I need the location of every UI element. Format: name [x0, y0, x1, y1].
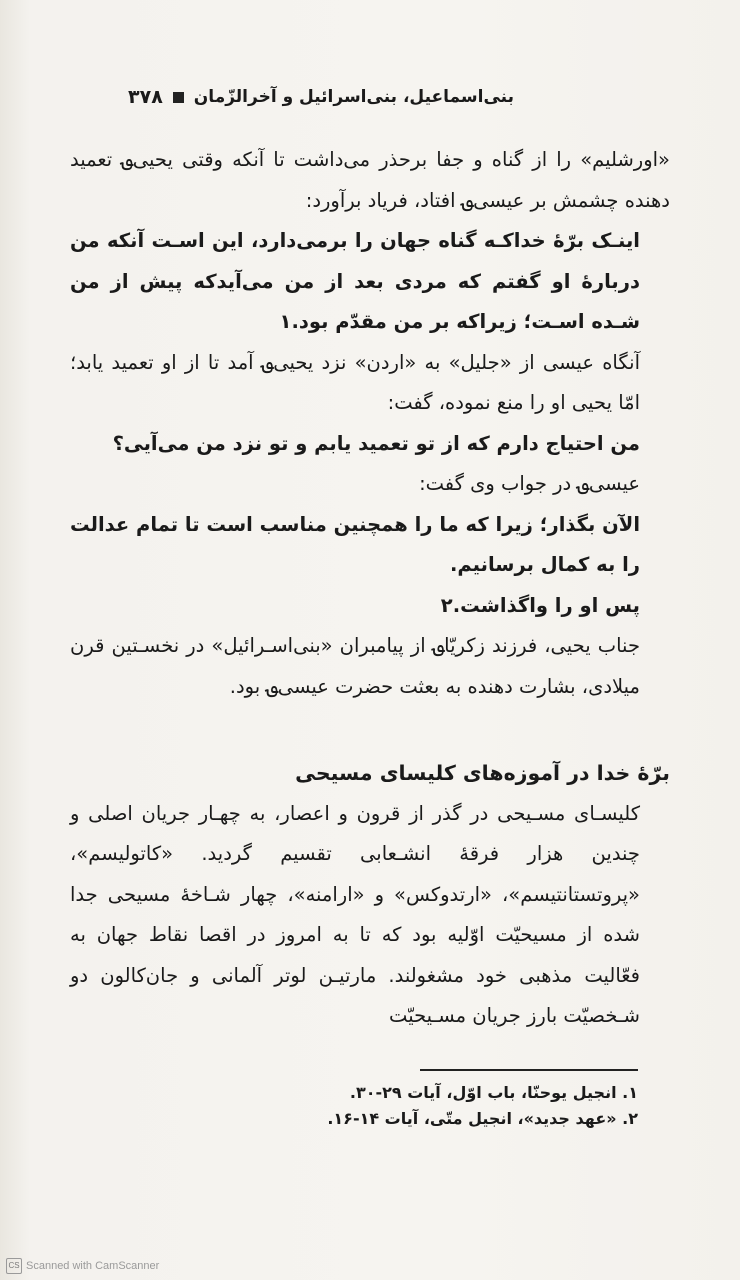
- header-square-icon: [173, 92, 184, 103]
- footnotes: [78, 1080, 638, 1132]
- watermark-text: Scanned with CamScanner: [26, 1260, 160, 1272]
- quote-block: من احتیاج دارم که از تو تعمید یابم و تو نزد من می‌آیی؟: [112, 431, 640, 455]
- quote-block: الآن بگذار؛ زیرا که ما را همچنین مناسب است تا تمام عدالت را به کمال برسانیم.: [70, 512, 640, 576]
- quote-block: اینـک برّهٔ خداکـه گناه جهان را برمی‌دارد، این اسـت آنکه من دربارهٔ او گفتم که مردی بعد از من می‌آیدکه پیش از من شـده اسـت؛ زیراکه بر من مقدّم بود.۱: [70, 229, 640, 333]
- footnote: ۲. «عهد جدید»، انجیل متّی، آیات ۱۴-۱۶.: [327, 1109, 638, 1128]
- paragraph: «اورشلیم» را از گناه و جفا برحذر می‌داشت تا آنکه وقتی یحیی‌؈ تعمید دهنده چشمش بر عیسی‌؈ افتاد، فریاد برآورد:: [70, 148, 670, 212]
- scanner-watermark: [6, 1258, 159, 1274]
- body-text: [70, 140, 670, 1037]
- page-number: ۳۷۸: [128, 86, 163, 108]
- paragraph: عیسی؈ در جواب وی گفت:: [419, 472, 640, 495]
- paragraph: آنگاه عیسی از «جلیل» به «اردن» نزد یحیی؈ آمد تا از او تعمید یابد؛ امّا یحیی او را منع نموده، گفت:: [70, 350, 640, 414]
- footnote: ۱. انجیل یوحنّا، باب اوّل، آیات ۲۹-۳۰.: [349, 1083, 638, 1102]
- quote-block: پس او را واگذاشت.۲: [440, 593, 640, 617]
- header-title: بنی‌اسماعیل، بنی‌اسرائیل و آخرالزّمان: [193, 87, 514, 107]
- camscanner-logo-icon: CS: [6, 1258, 22, 1274]
- paragraph: جناب یحیی، فرزند زکریّا؈ از پیامبران «بنی‌اسـرائیل» در نخسـتین قرن میلادی، بشارت دهنده به بعثت حضرت عیسی؈ بود.: [70, 634, 640, 698]
- footnote-divider: [420, 1069, 638, 1071]
- running-header: [128, 86, 648, 108]
- paragraph: کلیسـای مسـیحی در گذر از قرون و اعصار، به چهـار جریان اصلی و چندین هزار فرقهٔ انشـعابی تقسیم گردید. «کاتولیسم»، «پروتستانتیسم»، «ارتدوکس» و «ارامنه»، چهار شـاخهٔ مسیحی جدا شده از مسیحیّت اوّلیه بود که تا به امروز در اقصا نقاط جهان به فعّالیت مذهبی خود مشغولند. مارتیـن لوتر آلمانی و جان‌کالون دو شـخصیّت بارز جریان مسـیحیّت: [70, 801, 640, 1027]
- section-heading: برّهٔ خدا در آموزه‌های کلیسای مسیحی: [295, 761, 670, 785]
